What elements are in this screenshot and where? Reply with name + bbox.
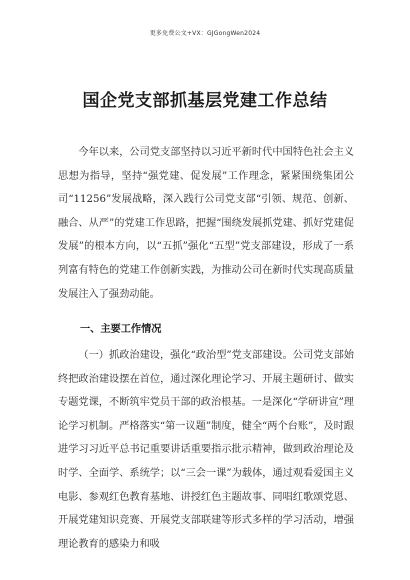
section-paragraph: （一）抓政治建设，强化“政治型”党支部建设。公司党支部始终把政治建设摆在首位，通过深化理论学习、开展主题研讨、做实专题党课，不断筑牢党员干部的政治根基。一是深化“学研讲宣”理论学习机制。严格落实“第一议题”制度，健全“两个台账”，及时跟进学习习近平总书记重要讲话重要指示批示精神，做到政治理论及时学、全面学、系统学；以“三会一课”为载体，通过观看爱国主义电影、参观红色教育基地、讲授红色主题故事、同唱红歌颂党恩、开展党建知识竞赛、开展党支部联建等形式多样的学习活动，增强理论教育的感染力和吸 [58, 350, 354, 550]
intro-paragraph: 今年以来，公司党支部坚持以习近平新时代中国特色社会主义思想为指导，坚持“强党建、促发展”工作理念，紧紧围绕集团公司“11256”发展战略，深入践行公司党支部“引领、规范、创新、融合、从严”的党建工作思路，把握“围绕发展抓党建、抓好党建促发展”的根本方向，以“五抓”强化“五型”党支部建设，形成了一系列富有特色的党建工作创新实践，为推动公司在新时代实现高质量发展注入了强劲动能。 [58, 147, 354, 300]
section-heading: 一、主要工作情况 [80, 324, 162, 335]
document-title: 国企党支部抓基层党建工作总结 [82, 91, 328, 111]
header-note: 更多免费公文+VX：GJGongWen2024 [149, 30, 261, 37]
